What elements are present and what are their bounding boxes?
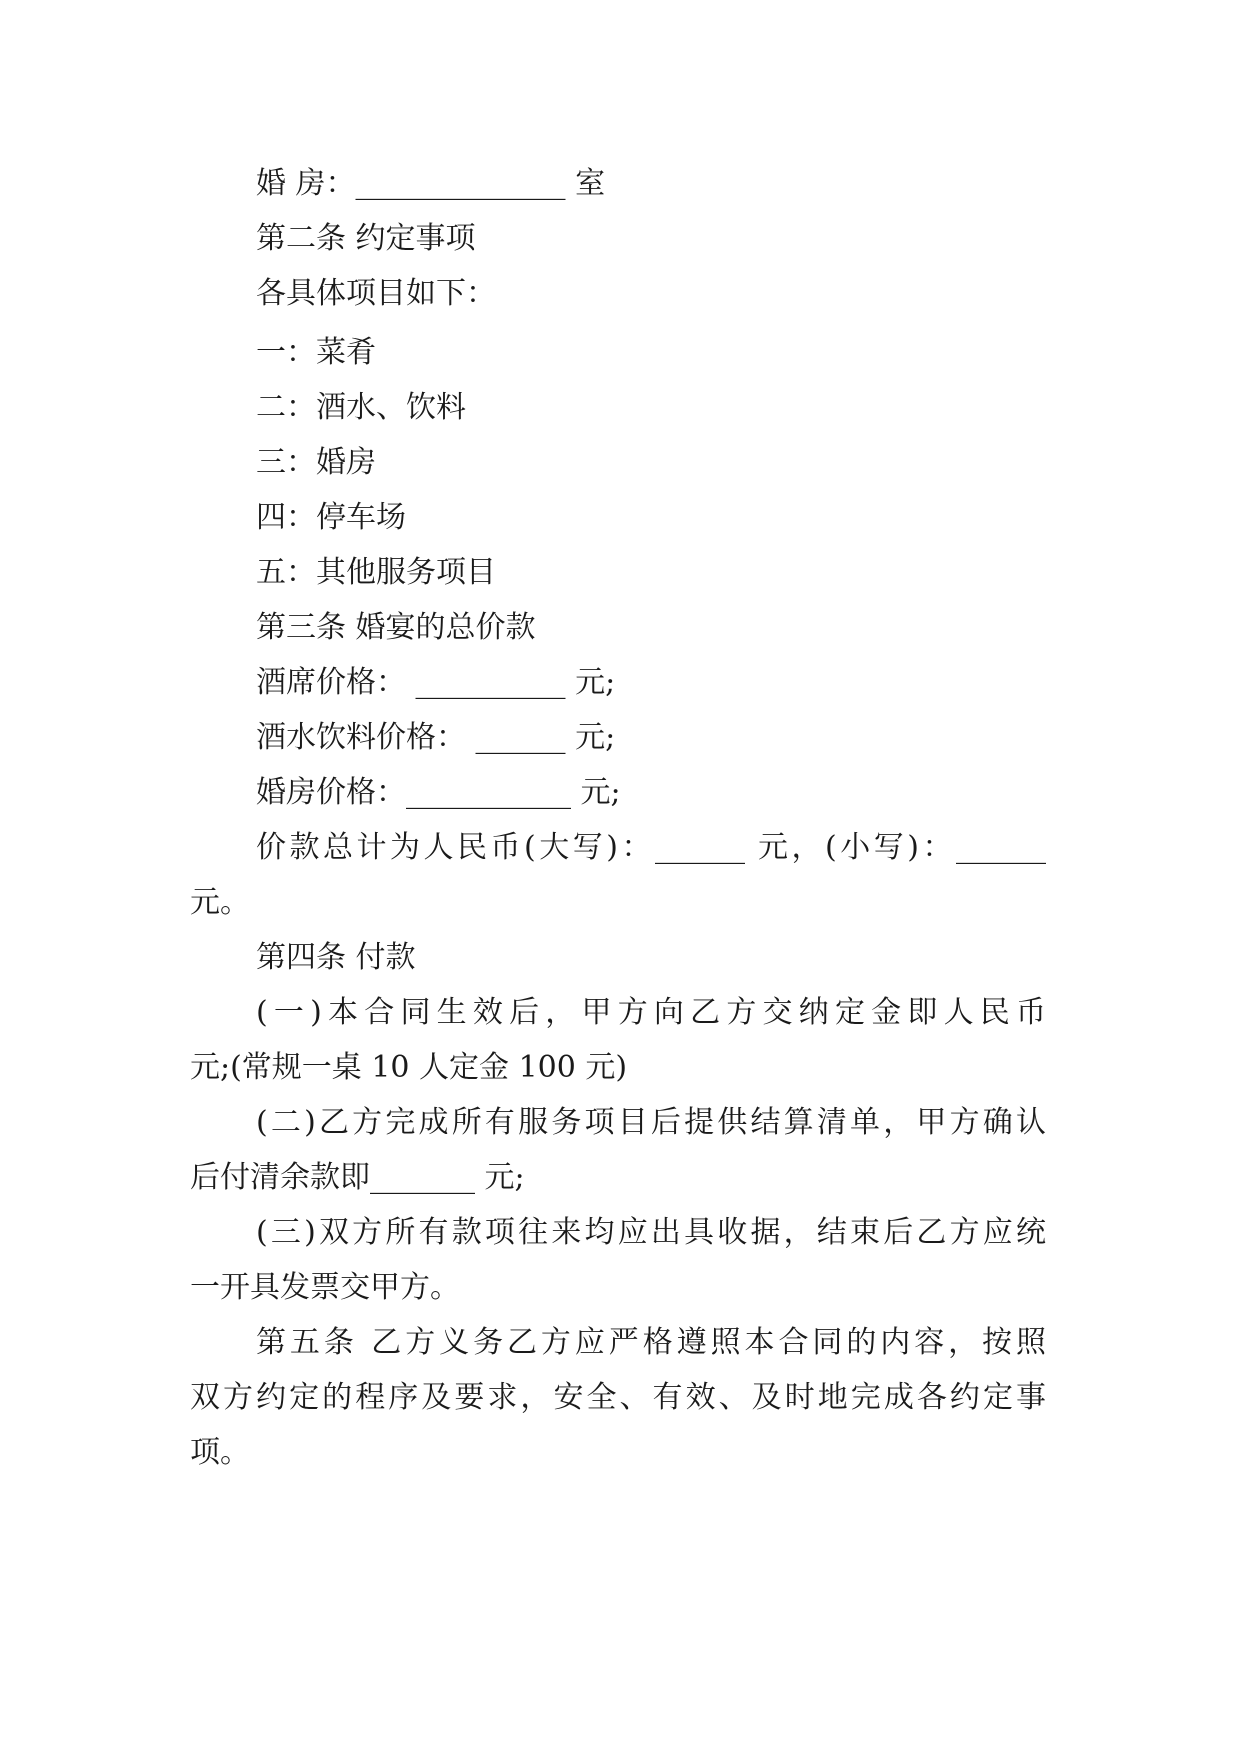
total-price-line: 价款总计为人民币(大写)：______ 元，(小写)：______	[256, 830, 1046, 865]
item-1: 一：菜肴	[256, 335, 376, 370]
article-2-heading: 第二条 约定事项	[256, 221, 476, 256]
item-5: 五：其他服务项目	[256, 555, 496, 590]
item-4: 四：停车场	[256, 500, 406, 535]
article-4-heading: 第四条 付款	[256, 940, 416, 975]
room-price-line: 婚房价格：___________ 元;	[256, 775, 621, 810]
payment-clause-3: (三)双方所有款项往来均应出具收据，结束后乙方应统	[256, 1215, 1046, 1250]
items-intro: 各具体项目如下：	[256, 276, 496, 311]
total-price-line-cont: 元。	[190, 885, 250, 920]
payment-clause-2-cont: 后付清余款即_______ 元;	[190, 1160, 525, 1195]
item-3: 三：婚房	[256, 445, 376, 480]
wedding-room-line: 婚 房：______________ 室	[256, 166, 606, 201]
article-3-heading: 第三条 婚宴的总价款	[256, 610, 536, 645]
banquet-price-line: 酒席价格： __________ 元;	[256, 665, 616, 700]
drinks-price-line: 酒水饮料价格： ______ 元;	[256, 720, 616, 755]
payment-clause-3-cont: 一开具发票交甲方。	[190, 1270, 460, 1305]
article-5-line-2: 双方约定的程序及要求，安全、有效、及时地完成各约定事	[190, 1380, 1046, 1415]
item-2: 二：酒水、饮料	[256, 390, 466, 425]
payment-clause-2: (二)乙方完成所有服务项目后提供结算清单，甲方确认	[256, 1105, 1046, 1140]
article-5-line-3: 项。	[190, 1435, 250, 1470]
payment-clause-1: (一)本合同生效后，甲方向乙方交纳定金即人民币	[256, 995, 1046, 1030]
article-5-line-1: 第五条 乙方义务乙方应严格遵照本合同的内容，按照	[256, 1325, 1046, 1360]
payment-clause-1-cont: 元;(常规一桌 10 人定金 100 元)	[190, 1050, 628, 1085]
